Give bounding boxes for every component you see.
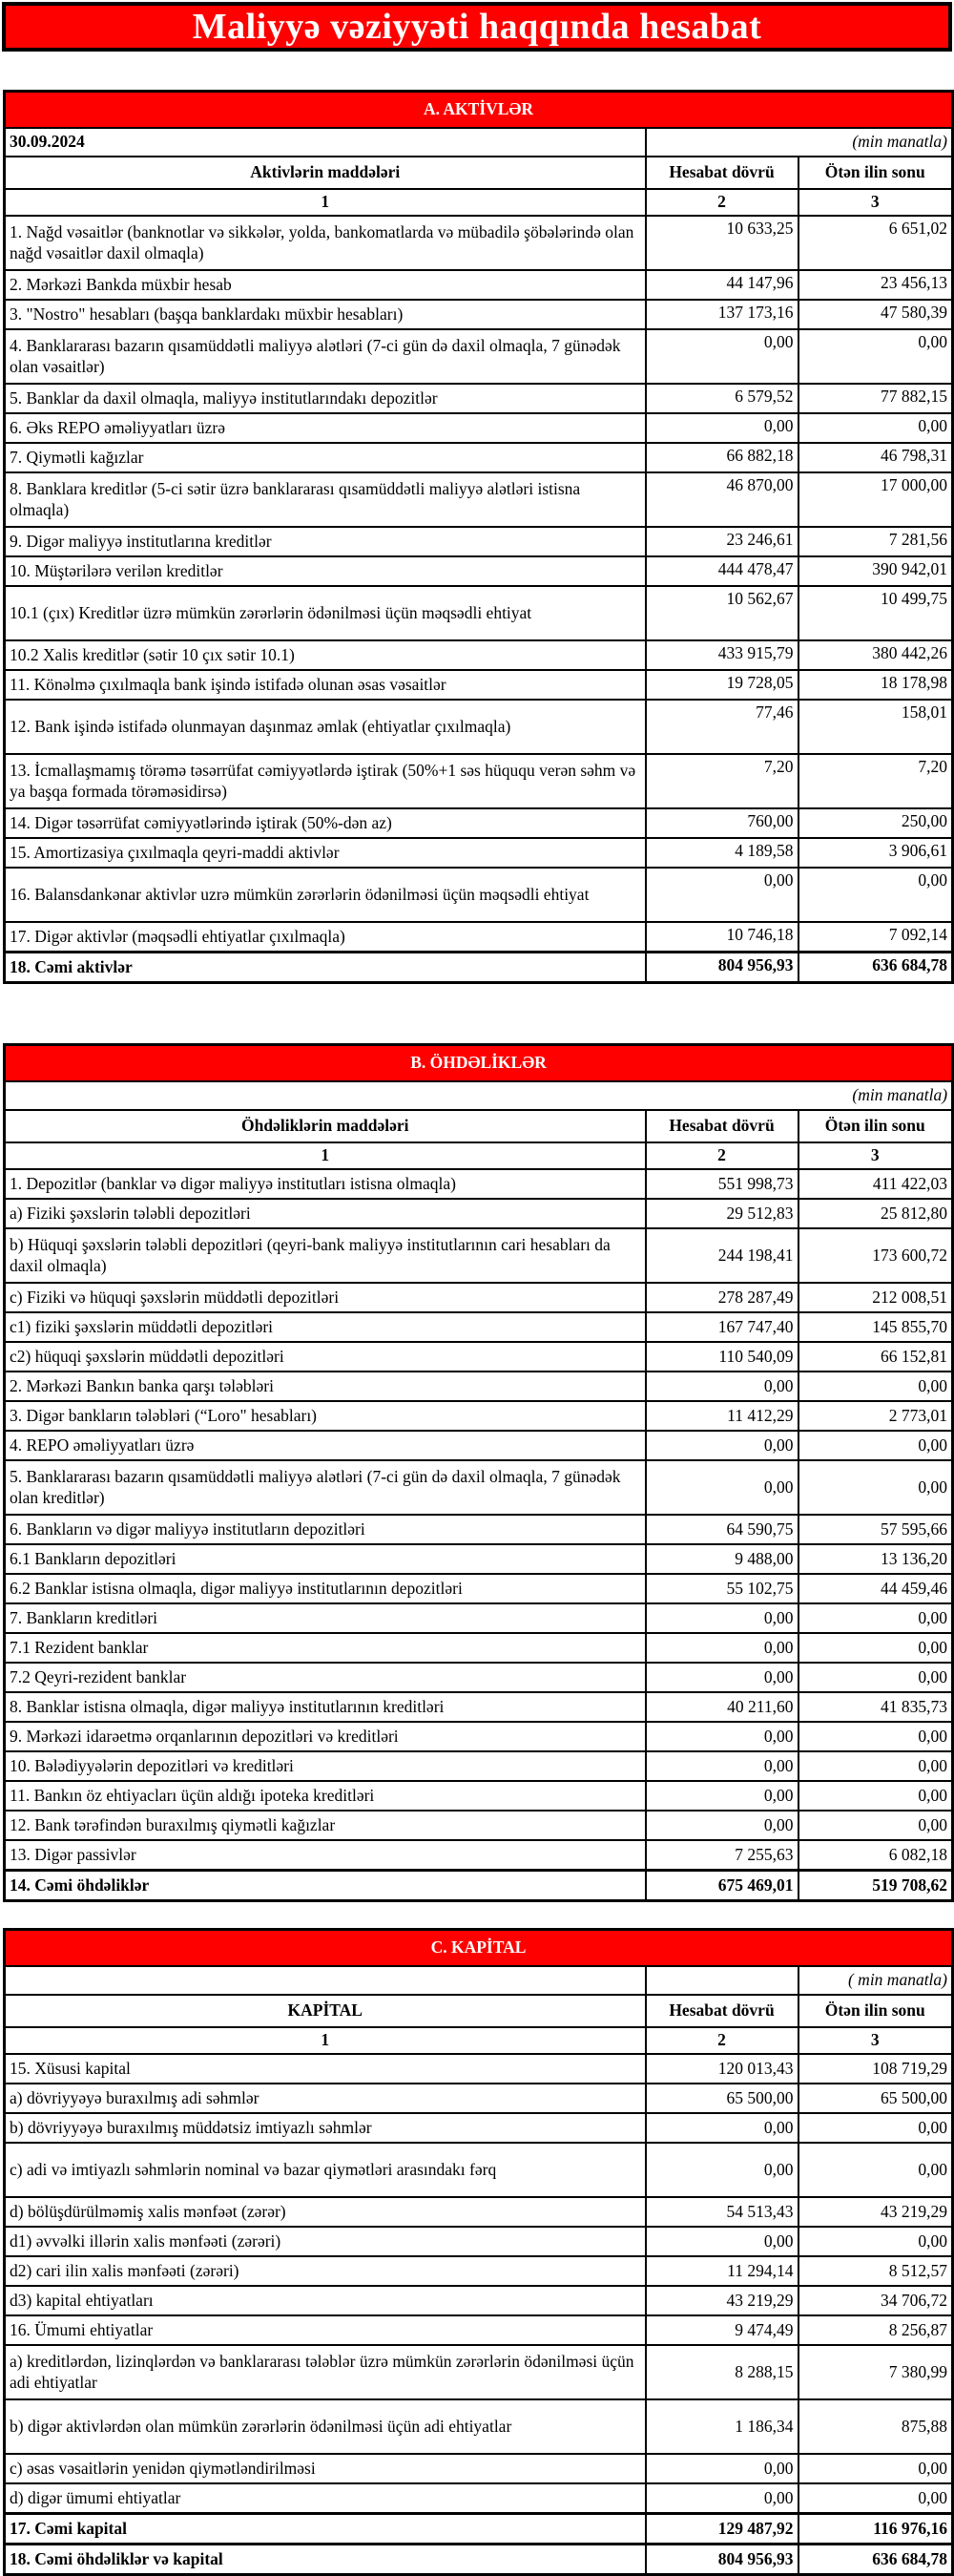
table-row — [5, 329, 953, 384]
row-label: 3. Digər bankların tələbləri (“Loro" hesabları) — [5, 1401, 646, 1431]
value-prev-year-end: 23 456,13 — [798, 270, 953, 300]
table-row — [5, 1199, 953, 1228]
row-label: 13. Digər passivlər — [5, 1840, 646, 1871]
col-header-items-capital: KAPİTAL — [5, 1995, 646, 2027]
spacer — [0, 1902, 954, 1928]
row-label: a) dövriyyəyə buraxılmış adi səhmlər — [5, 2084, 646, 2113]
section-banner-row — [5, 1045, 953, 1082]
row-label: 6.1 Bankların depozitləri — [5, 1544, 646, 1574]
row-label: 11. Könəlmə çıxılmaqla bank işində istifadə olunan əsas vəsaitlər — [5, 670, 646, 700]
value-prev-year-end: 43 219,29 — [798, 2197, 953, 2227]
row-label: d) bölüşdürülməmiş xalis mənfəət (zərər) — [5, 2197, 646, 2227]
index-cell: 1 — [5, 189, 646, 216]
value-current-period: 40 211,60 — [646, 1692, 798, 1722]
row-label: 16. Balansdankənar aktivlər uzrə mümkün zərərlərin ödənilməsi üçün məqsədli ehtiyat — [5, 868, 646, 922]
unit-label-capital: ( min manatla) — [798, 1966, 953, 1995]
value-current-period: 137 173,16 — [646, 300, 798, 329]
index-cell: 2 — [646, 2027, 798, 2054]
value-prev-year-end: 411 422,03 — [798, 1169, 953, 1199]
table-row — [5, 2454, 953, 2483]
row-label: 10.2 Xalis kreditlər (sətir 10 çıx sətir 10.1) — [5, 640, 646, 670]
meta-row — [5, 128, 953, 157]
table-row — [5, 1431, 953, 1460]
value-prev-year-end: 0,00 — [798, 2454, 953, 2483]
row-label: 14. Digər təsərrüfat cəmiyyətlərində iştirak (50%-dən az) — [5, 808, 646, 838]
value-prev-year-end: 0,00 — [798, 1603, 953, 1633]
value-current-period: 0,00 — [646, 1663, 798, 1692]
table-row — [5, 586, 953, 640]
row-label: c1) fiziki şəxslərin müddətli depozitləri — [5, 1312, 646, 1342]
value-current-period: 444 478,47 — [646, 556, 798, 586]
value-prev-year-end: 6 082,18 — [798, 1840, 953, 1871]
table-row — [5, 1781, 953, 1811]
row-label: 10. Müştərilərə verilən kreditlər — [5, 556, 646, 586]
empty-cell — [5, 1966, 646, 1995]
value-prev-year-end: 173 600,72 — [798, 1228, 953, 1283]
value-prev-year-end: 0,00 — [798, 2483, 953, 2514]
table-row — [5, 1692, 953, 1722]
row-label: 7. Qiymətli kağızlar — [5, 443, 646, 472]
table-row — [5, 1544, 953, 1574]
table-row — [5, 1751, 953, 1781]
row-label: 6. Bankların və digər maliyyə institutların depozitləri — [5, 1515, 646, 1544]
column-header-row — [5, 157, 953, 189]
index-row — [5, 1142, 953, 1169]
table-row — [5, 472, 953, 527]
row-label: 9. Mərkəzi idarəetmə orqanlarının depozitləri və kreditləri — [5, 1722, 646, 1751]
value-prev-year-end: 2 773,01 — [798, 1401, 953, 1431]
meta-row — [5, 1081, 953, 1110]
table-row — [5, 754, 953, 808]
value-prev-year-end: 0,00 — [798, 868, 953, 922]
value-prev-year-end: 0,00 — [798, 1431, 953, 1460]
value-current-period: 0,00 — [646, 2113, 798, 2143]
value-current-period: 433 915,79 — [646, 640, 798, 670]
table-row — [5, 868, 953, 922]
value-prev-year-end: 0,00 — [798, 329, 953, 384]
row-label: 11. Bankın öz ehtiyacları üçün aldığı ipoteka kreditləri — [5, 1781, 646, 1811]
value-prev-year-end: 0,00 — [798, 1372, 953, 1401]
unit-label-assets: (min manatla) — [646, 128, 953, 157]
row-label: 2. Mərkəzi Bankda müxbir hesab — [5, 270, 646, 300]
col-header-items-liabilities: Öhdəliklərin maddələri — [5, 1110, 646, 1142]
value-current-period: 11 294,14 — [646, 2256, 798, 2286]
value-current-period: 0,00 — [646, 2454, 798, 2483]
spacer — [0, 984, 954, 1043]
table-row — [5, 1515, 953, 1544]
table-row — [5, 1228, 953, 1283]
table-row — [5, 2483, 953, 2514]
index-cell: 2 — [646, 189, 798, 216]
liabilities-table — [3, 1043, 954, 1902]
col-header-prev: Ötən ilin sonu — [798, 1995, 953, 2027]
value-prev-year-end: 8 512,57 — [798, 2256, 953, 2286]
value-prev-year-end: 0,00 — [798, 1663, 953, 1692]
table-row — [5, 2084, 953, 2113]
value-prev-year-end: 0,00 — [798, 2113, 953, 2143]
col-header-prev: Ötən ilin sonu — [798, 1110, 953, 1142]
row-label: 10.1 (çıx) Kreditlər üzrə mümkün zərərlərin ödənilməsi üçün məqsədli ehtiyat — [5, 586, 646, 640]
value-current-period: 0,00 — [646, 2483, 798, 2514]
value-current-period: 64 590,75 — [646, 1515, 798, 1544]
report-date: 30.09.2024 — [5, 128, 646, 157]
row-label: 1. Nağd vəsaitlər (banknotlar və sikkələr, yolda, bankomatlarda və mübadilə şöbələrində olan nağd vəsaitlər daxil olmaqla) — [5, 216, 646, 270]
value-current-period: 0,00 — [646, 1460, 798, 1515]
value-current-period: 6 579,52 — [646, 384, 798, 413]
table-row — [5, 640, 953, 670]
column-header-row — [5, 1110, 953, 1142]
value-prev-year-end: 390 942,01 — [798, 556, 953, 586]
row-label: c) əsas vəsaitlərin yenidən qiymətləndirilməsi — [5, 2454, 646, 2483]
table-row — [5, 1811, 953, 1840]
section-banner-liabilities: B. ÖHDƏLİKLƏR — [5, 1045, 953, 1082]
row-label: 5. Banklar da daxil olmaqla, maliyyə institutlarındakı depozitlər — [5, 384, 646, 413]
value-prev-year-end: 0,00 — [798, 2143, 953, 2197]
row-label: 4. Banklararası bazarın qısamüddətli maliyyə alətləri (7-ci gün də daxil olmaqla, 7 günədək olan vəsaitlər) — [5, 329, 646, 384]
table-row — [5, 1574, 953, 1603]
value-current-period: 4 189,58 — [646, 838, 798, 868]
index-row — [5, 2027, 953, 2054]
table-row — [5, 838, 953, 868]
row-label: 17. Digər aktivlər (məqsədli ehtiyatlar çıxılmaqla) — [5, 922, 646, 953]
value-prev-year-end: 0,00 — [798, 1781, 953, 1811]
value-prev-year-end: 65 500,00 — [798, 2084, 953, 2113]
col-header-period: Hesabat dövrü — [646, 1995, 798, 2027]
value-current-period: 0,00 — [646, 413, 798, 443]
row-label: b) dövriyyəyə buraxılmış müddətsiz imtiyazlı səhmlər — [5, 2113, 646, 2143]
value-current-period: 11 412,29 — [646, 1401, 798, 1431]
value-current-period: 0,00 — [646, 1811, 798, 1840]
row-label: 5. Banklararası bazarın qısamüddətli maliyyə alətləri (7-ci gün də daxil olmaqla, 7 günədək olan kreditlər) — [5, 1460, 646, 1515]
table-row — [5, 216, 953, 270]
value-current-period: 10 562,67 — [646, 586, 798, 640]
table-row — [5, 1372, 953, 1401]
table-row — [5, 443, 953, 472]
value-current-period: 110 540,09 — [646, 1342, 798, 1372]
value-current-period: 129 487,92 — [646, 2514, 798, 2545]
row-label: 16. Ümumi ehtiyatlar — [5, 2315, 646, 2345]
row-label: d3) kapital ehtiyatları — [5, 2286, 646, 2315]
report-sheet — [0, 2, 954, 2576]
value-prev-year-end: 519 708,62 — [798, 1871, 953, 1901]
row-label: 3. "Nostro" hesabları (başqa banklardakı müxbir hesabları) — [5, 300, 646, 329]
value-current-period: 8 288,15 — [646, 2345, 798, 2399]
row-label: 10. Bələdiyyələrin depozitləri və kreditləri — [5, 1751, 646, 1781]
row-label: 18. Cəmi öhdəliklər və kapital — [5, 2545, 646, 2575]
value-current-period: 0,00 — [646, 1722, 798, 1751]
table-row — [5, 953, 953, 983]
value-prev-year-end: 0,00 — [798, 1722, 953, 1751]
value-current-period: 7,20 — [646, 754, 798, 808]
value-prev-year-end: 0,00 — [798, 1460, 953, 1515]
row-label: 2. Mərkəzi Bankın banka qarşı tələbləri — [5, 1372, 646, 1401]
row-label: 14. Cəmi öhdəliklər — [5, 1871, 646, 1901]
empty-cell — [646, 1966, 798, 1995]
value-prev-year-end: 116 976,16 — [798, 2514, 953, 2545]
table-row — [5, 922, 953, 953]
value-current-period: 77,46 — [646, 700, 798, 754]
table-row — [5, 2514, 953, 2545]
value-current-period: 0,00 — [646, 868, 798, 922]
value-current-period: 46 870,00 — [646, 472, 798, 527]
row-label: 4. REPO əməliyyatları üzrə — [5, 1431, 646, 1460]
index-cell: 2 — [646, 1142, 798, 1169]
value-current-period: 0,00 — [646, 1603, 798, 1633]
value-prev-year-end: 636 684,78 — [798, 953, 953, 983]
unit-label-liabilities: (min manatla) — [5, 1081, 953, 1110]
table-row — [5, 1840, 953, 1871]
value-current-period: 23 246,61 — [646, 527, 798, 556]
value-prev-year-end: 875,88 — [798, 2399, 953, 2454]
value-current-period: 44 147,96 — [646, 270, 798, 300]
row-label: b) digər aktivlərdən olan mümkün zərərlərin ödənilməsi üçün adi ehtiyatlar — [5, 2399, 646, 2454]
value-current-period: 0,00 — [646, 329, 798, 384]
index-cell: 3 — [798, 1142, 953, 1169]
row-label: 17. Cəmi kapital — [5, 2514, 646, 2545]
row-label: 9. Digər maliyyə institutlarına kreditlər — [5, 527, 646, 556]
value-current-period: 55 102,75 — [646, 1574, 798, 1603]
value-prev-year-end: 0,00 — [798, 1633, 953, 1663]
value-prev-year-end: 212 008,51 — [798, 1283, 953, 1312]
row-label: c2) hüquqi şəxslərin müddətli depozitləri — [5, 1342, 646, 1372]
row-label: a) Fiziki şəxslərin tələbli depozitləri — [5, 1199, 646, 1228]
table-row — [5, 2545, 953, 2575]
table-row — [5, 700, 953, 754]
value-current-period: 0,00 — [646, 1781, 798, 1811]
row-label: 6.2 Banklar istisna olmaqla, digər maliyyə institutlarının depozitləri — [5, 1574, 646, 1603]
value-prev-year-end: 7 281,56 — [798, 527, 953, 556]
value-prev-year-end: 10 499,75 — [798, 586, 953, 640]
row-label: c) adi və imtiyazlı səhmlərin nominal və bazar qiymətləri arasındakı fərq — [5, 2143, 646, 2197]
value-current-period: 65 500,00 — [646, 2084, 798, 2113]
table-row — [5, 556, 953, 586]
row-label: 15. Amortizasiya çıxılmaqla qeyri-maddi aktivlər — [5, 838, 646, 868]
value-prev-year-end: 0,00 — [798, 1811, 953, 1840]
table-row — [5, 2054, 953, 2084]
value-prev-year-end: 6 651,02 — [798, 216, 953, 270]
value-current-period: 760,00 — [646, 808, 798, 838]
value-current-period: 43 219,29 — [646, 2286, 798, 2315]
value-prev-year-end: 3 906,61 — [798, 838, 953, 868]
section-banner-row — [5, 92, 953, 129]
table-row — [5, 808, 953, 838]
value-current-period: 278 287,49 — [646, 1283, 798, 1312]
table-row — [5, 384, 953, 413]
row-label: 13. İcmallaşmamış törəmə təsərrüfat cəmiyyətlərdə iştirak (50%+1 səs hüququ verən səhm və ya başqa formada törəməsidirsə) — [5, 754, 646, 808]
value-prev-year-end: 34 706,72 — [798, 2286, 953, 2315]
index-cell: 1 — [5, 2027, 646, 2054]
table-row — [5, 2399, 953, 2454]
spacer — [0, 52, 954, 90]
table-row — [5, 527, 953, 556]
row-label: 12. Bank işində istifadə olunmayan daşınmaz əmlak (ehtiyatlar çıxılmaqla) — [5, 700, 646, 754]
row-label: d2) cari ilin xalis mənfəəti (zərəri) — [5, 2256, 646, 2286]
row-label: 6. Əks REPO əməliyyatları üzrə — [5, 413, 646, 443]
value-current-period: 9 488,00 — [646, 1544, 798, 1574]
table-row — [5, 1342, 953, 1372]
value-prev-year-end: 44 459,46 — [798, 1574, 953, 1603]
table-row — [5, 413, 953, 443]
value-current-period: 804 956,93 — [646, 953, 798, 983]
value-prev-year-end: 25 812,80 — [798, 1199, 953, 1228]
value-current-period: 29 512,83 — [646, 1199, 798, 1228]
value-prev-year-end: 17 000,00 — [798, 472, 953, 527]
table-row — [5, 1722, 953, 1751]
value-current-period: 54 513,43 — [646, 2197, 798, 2227]
table-row — [5, 1169, 953, 1199]
value-prev-year-end: 57 595,66 — [798, 1515, 953, 1544]
row-label: 8. Banklara kreditlər (5-ci sətir üzrə banklararası qısamüddətli maliyyə alətləri istisna olmaqla) — [5, 472, 646, 527]
row-label: 12. Bank tərəfindən buraxılmış qiymətli kağızlar — [5, 1811, 646, 1840]
table-row — [5, 1663, 953, 1692]
value-current-period: 551 998,73 — [646, 1169, 798, 1199]
index-cell: 3 — [798, 2027, 953, 2054]
row-label: 1. Depozitlər (banklar və digər maliyyə institutları istisna olmaqla) — [5, 1169, 646, 1199]
value-prev-year-end: 0,00 — [798, 1751, 953, 1781]
value-prev-year-end: 380 442,26 — [798, 640, 953, 670]
value-current-period: 0,00 — [646, 2227, 798, 2256]
row-label: 15. Xüsusi kapital — [5, 2054, 646, 2084]
value-prev-year-end: 41 835,73 — [798, 1692, 953, 1722]
table-row — [5, 300, 953, 329]
meta-row — [5, 1966, 953, 1995]
assets-table — [3, 90, 954, 984]
value-current-period: 0,00 — [646, 1751, 798, 1781]
value-prev-year-end: 7 092,14 — [798, 922, 953, 953]
table-row — [5, 2197, 953, 2227]
table-row — [5, 1401, 953, 1431]
table-row — [5, 1312, 953, 1342]
table-row — [5, 2256, 953, 2286]
value-current-period: 0,00 — [646, 1633, 798, 1663]
row-label: 7.2 Qeyri-rezident banklar — [5, 1663, 646, 1692]
table-row — [5, 1460, 953, 1515]
table-row — [5, 2113, 953, 2143]
row-label: 8. Banklar istisna olmaqla, digər maliyyə institutlarının kreditləri — [5, 1692, 646, 1722]
value-current-period: 0,00 — [646, 1431, 798, 1460]
value-prev-year-end: 7 380,99 — [798, 2345, 953, 2399]
value-prev-year-end: 145 855,70 — [798, 1312, 953, 1342]
index-cell: 3 — [798, 189, 953, 216]
value-prev-year-end: 66 152,81 — [798, 1342, 953, 1372]
table-row — [5, 2143, 953, 2197]
value-prev-year-end: 8 256,87 — [798, 2315, 953, 2345]
report-title-banner — [2, 2, 952, 52]
table-row — [5, 270, 953, 300]
value-prev-year-end: 47 580,39 — [798, 300, 953, 329]
row-label: 7.1 Rezident banklar — [5, 1633, 646, 1663]
value-current-period: 19 728,05 — [646, 670, 798, 700]
table-row — [5, 2227, 953, 2256]
index-row — [5, 189, 953, 216]
row-label: d) digər ümumi ehtiyatlar — [5, 2483, 646, 2514]
capital-table — [3, 1928, 954, 2576]
value-prev-year-end: 7,20 — [798, 754, 953, 808]
value-current-period: 804 956,93 — [646, 2545, 798, 2575]
value-current-period: 167 747,40 — [646, 1312, 798, 1342]
section-banner-capital: C. KAPİTAL — [5, 1930, 953, 1967]
section-banner-assets: A. AKTİVLƏR — [5, 92, 953, 129]
value-prev-year-end: 0,00 — [798, 413, 953, 443]
row-label: b) Hüquqi şəxslərin tələbli depozitləri (qeyri-bank maliyyə institutlarının cari hesabları da daxil olmaqla) — [5, 1228, 646, 1283]
table-row — [5, 2345, 953, 2399]
index-cell: 1 — [5, 1142, 646, 1169]
value-current-period: 0,00 — [646, 2143, 798, 2197]
row-label: a) kreditlərdən, lizinqlərdən və banklararası tələblər üzrə mümkün zərərlərin ödənilməsi üçün adi ehtiyatlar — [5, 2345, 646, 2399]
value-current-period: 120 013,43 — [646, 2054, 798, 2084]
report-title: Maliyyə vəziyyəti haqqında hesabat — [192, 7, 762, 47]
col-header-items-assets: Aktivlərin maddələri — [5, 157, 646, 189]
row-label: 18. Cəmi aktivlər — [5, 953, 646, 983]
value-prev-year-end: 0,00 — [798, 2227, 953, 2256]
value-current-period: 7 255,63 — [646, 1840, 798, 1871]
table-row — [5, 1283, 953, 1312]
row-label: d1) əvvəlki illərin xalis mənfəəti (zərəri) — [5, 2227, 646, 2256]
value-current-period: 9 474,49 — [646, 2315, 798, 2345]
table-row — [5, 1633, 953, 1663]
value-prev-year-end: 108 719,29 — [798, 2054, 953, 2084]
row-label: 7. Bankların kreditləri — [5, 1603, 646, 1633]
value-prev-year-end: 77 882,15 — [798, 384, 953, 413]
table-row — [5, 1603, 953, 1633]
col-header-period: Hesabat dövrü — [646, 157, 798, 189]
col-header-period: Hesabat dövrü — [646, 1110, 798, 1142]
value-current-period: 10 746,18 — [646, 922, 798, 953]
value-prev-year-end: 18 178,98 — [798, 670, 953, 700]
value-prev-year-end: 158,01 — [798, 700, 953, 754]
value-prev-year-end: 46 798,31 — [798, 443, 953, 472]
value-current-period: 66 882,18 — [646, 443, 798, 472]
value-current-period: 244 198,41 — [646, 1228, 798, 1283]
value-current-period: 1 186,34 — [646, 2399, 798, 2454]
col-header-prev: Ötən ilin sonu — [798, 157, 953, 189]
value-current-period: 10 633,25 — [646, 216, 798, 270]
value-prev-year-end: 250,00 — [798, 808, 953, 838]
value-current-period: 0,00 — [646, 1372, 798, 1401]
value-prev-year-end: 13 136,20 — [798, 1544, 953, 1574]
row-label: c) Fiziki və hüquqi şəxslərin müddətli depozitləri — [5, 1283, 646, 1312]
value-prev-year-end: 636 684,78 — [798, 2545, 953, 2575]
table-row — [5, 670, 953, 700]
table-row — [5, 2286, 953, 2315]
table-row — [5, 2315, 953, 2345]
section-banner-row — [5, 1930, 953, 1967]
table-row — [5, 1871, 953, 1901]
value-current-period: 675 469,01 — [646, 1871, 798, 1901]
column-header-row — [5, 1995, 953, 2027]
